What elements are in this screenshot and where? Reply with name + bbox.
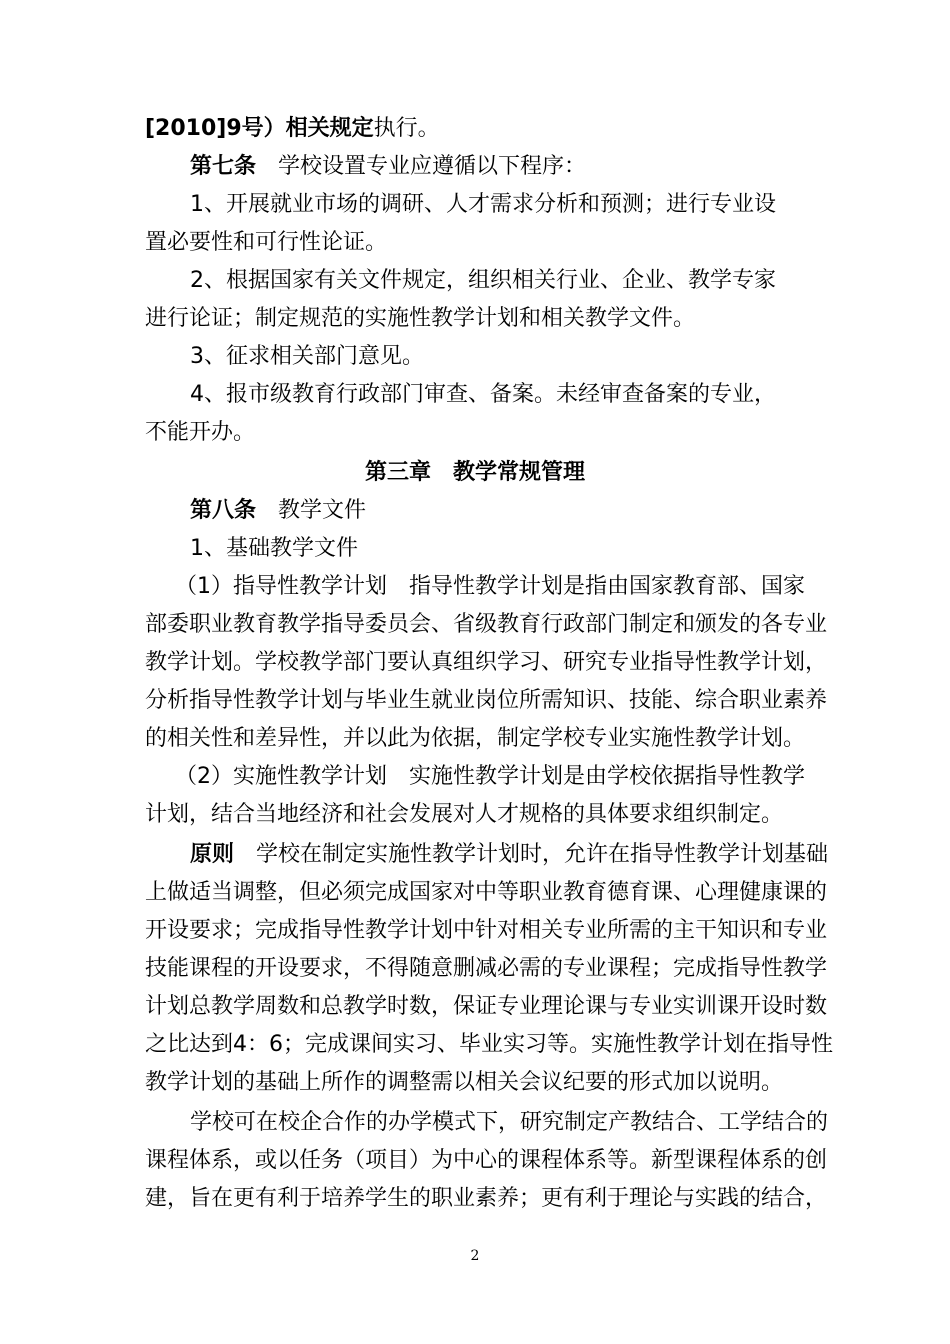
bold-run: [2010]9号）相关规定 — [145, 116, 374, 141]
text-line-17 — [145, 724, 805, 754]
text-line-1 — [145, 114, 440, 144]
text-line-6 — [145, 304, 695, 334]
article-8-heading — [190, 496, 366, 526]
text-line-4 — [145, 228, 387, 258]
text-line-14 — [145, 610, 827, 640]
text-run: 执行。 — [373, 116, 440, 141]
text-line-23 — [145, 954, 827, 984]
text-run: 置必要性和可行性论证。 — [145, 230, 388, 255]
text-line-24 — [145, 992, 827, 1022]
text-run: 计划总教学周数和总教学时数，保证专业理论课与专业实训课开设时数 — [145, 994, 828, 1019]
text-line-28 — [145, 1146, 827, 1176]
text-run: 教学计划。学校教学部门要认真组织学习、研究专业指导性教学计划， — [145, 650, 828, 675]
text-line-18 — [175, 762, 805, 792]
text-run: 学校可在校企合作的办学模式下，研究制定产教结合、工学结合的 — [190, 1110, 829, 1135]
text-run: 4、报市级教育行政部门审查、备案。未经审查备案的专业， — [190, 382, 776, 407]
text-run: 不能开办。 — [145, 420, 256, 445]
text-line-27 — [190, 1108, 828, 1138]
text-line-22 — [145, 916, 827, 946]
text-run: 分析指导性教学计划与毕业生就业岗位所需知识、技能、综合职业素养 — [145, 688, 828, 713]
text-line-19 — [145, 800, 783, 830]
text-line-29 — [145, 1184, 827, 1214]
text-run: 之比达到4：6；完成课间实习、毕业实习等。实施性教学计划在指导性 — [145, 1032, 833, 1057]
chapter-heading: 第三章 教学常规管理 — [364, 460, 585, 485]
text-run: 1、基础教学文件 — [190, 536, 358, 561]
text-run: 学校设置专业应遵循以下程序： — [256, 154, 587, 179]
text-run: 开设要求；完成指导性教学计划中针对相关专业所需的主干知识和专业 — [145, 918, 828, 943]
text-run: 计划，结合当地经济和社会发展对人才规格的具体要求组织制定。 — [145, 802, 784, 827]
text-line-7 — [190, 342, 424, 372]
text-run: 的相关性和差异性，并以此为依据，制定学校专业实施性教学计划。 — [145, 726, 806, 751]
text-line-3 — [190, 190, 776, 220]
text-run: 部委职业教育教学指导委员会、省级教育行政部门制定和颁发的各专业 — [145, 612, 828, 637]
text-line-8 — [190, 380, 776, 410]
text-line-26 — [145, 1068, 783, 1098]
text-run: （1）指导性教学计划 指导性教学计划是指由国家教育部、国家 — [175, 574, 805, 599]
text-run: 建，旨在更有利于培养学生的职业素养；更有利于理论与实践的结合， — [145, 1186, 828, 1211]
text-run: 学校在制定实施性教学计划时，允许在指导性教学计划基础 — [234, 842, 829, 867]
text-line-5 — [190, 266, 776, 296]
article-label: 第八条 — [190, 498, 257, 523]
text-run: 1、开展就业市场的调研、人才需求分析和预测；进行专业设 — [190, 192, 776, 217]
text-run: 进行论证；制定规范的实施性教学计划和相关教学文件。 — [145, 306, 696, 331]
text-run: 教学文件 — [256, 498, 367, 523]
text-line-13 — [175, 572, 805, 602]
text-line-9 — [145, 418, 255, 448]
text-run: 2、根据国家有关文件规定，组织相关行业、企业、教学专家 — [190, 268, 776, 293]
text-run: 教学计划的基础上所作的调整需以相关会议纪要的形式加以说明。 — [145, 1070, 784, 1095]
text-run: 3、征求相关部门意见。 — [190, 344, 424, 369]
article-7-heading — [190, 152, 586, 182]
text-run: 技能课程的开设要求，不得随意删减必需的专业课程；完成指导性教学 — [145, 956, 828, 981]
article-label: 第七条 — [190, 154, 257, 179]
text-line-15 — [145, 648, 827, 678]
page-number: 2 — [470, 1248, 480, 1264]
text-line-21 — [145, 878, 827, 908]
text-run: 上做适当调整，但必须完成国家对中等职业教育德育课、心理健康课的 — [145, 880, 828, 905]
principle-heading — [190, 840, 828, 870]
text-line-12 — [190, 534, 358, 564]
text-run: 课程体系，或以任务（项目）为中心的课程体系等。新型课程体系的创 — [145, 1148, 828, 1173]
text-line-25 — [145, 1030, 833, 1060]
text-line-16 — [145, 686, 827, 716]
principle-label: 原则 — [190, 842, 235, 867]
text-run: （2）实施性教学计划 实施性教学计划是由学校依据指导性教学 — [175, 764, 805, 789]
